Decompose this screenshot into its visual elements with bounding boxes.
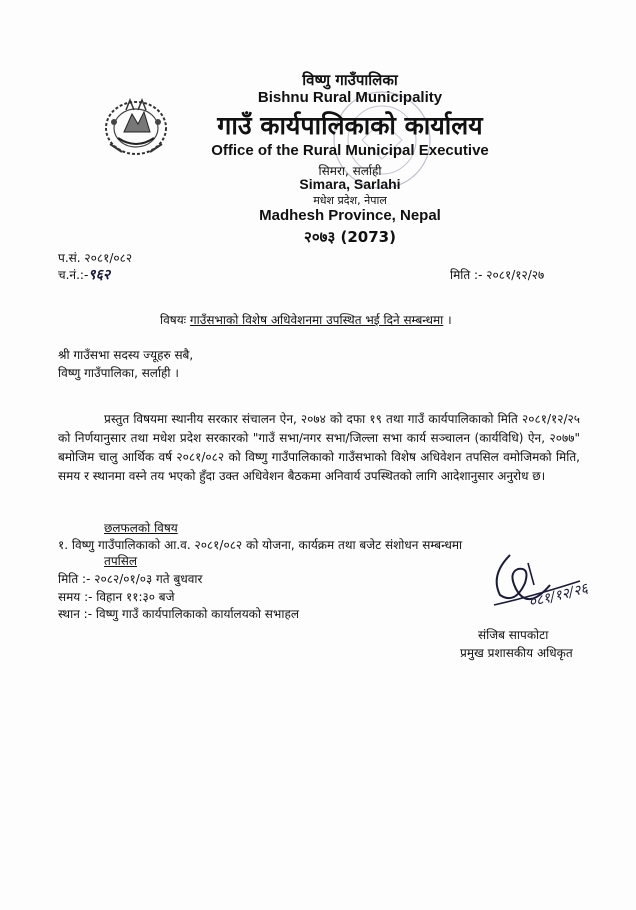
signature-date: ०८१/१२/२६ [527, 580, 590, 611]
municipality-name-np: विष्णु गाउँपालिका [302, 71, 398, 89]
subject-label: विषयः [160, 313, 190, 327]
cn-value-handwritten: ९६२ [88, 267, 111, 283]
office-name-en: Office of the Rural Municipal Executive [211, 142, 489, 159]
established-year: २०७३ (2073) [304, 228, 396, 246]
province-np: मधेश प्रदेश, नेपाल [313, 194, 387, 207]
office-name-np: गाउँ कार्यपालिकाको कार्यालय [217, 111, 483, 140]
province-en: Madhesh Province, Nepal [259, 207, 441, 224]
body-paragraph [58, 410, 580, 486]
subject-text: गाउँसभाको विशेष अधिवेशनमा उपस्थित भई दिने सम्बन्धमा [189, 313, 444, 327]
ps-label: प.सं. [58, 251, 85, 265]
cn-label: च.नं.:- [58, 268, 89, 282]
meeting-time: समय :- विहान ११:३० बजे [58, 590, 175, 604]
body-text: प्रस्तुत विषयमा स्थानीय सरकार संचालन ऐन, २०७४ को दफा १९ तथा गाउँ कार्यपालिकाको मिति २०८१/१२/२५ को निर्णयानुसार तथा मधेश प्रदेश सरकारको "गाउँ सभा/नगर सभा/जिल्ला सभा कार्य सञ्चालन (कार्यविधि) ऐन, २०७७" बमोजिम चालु आर्थिक वर्ष २०८१/०८२ को विष्णु गाउँपालिकाको गाउँसभाको विशेष अधिवेशन तपसिल वमोजिमको मिति, समय र स्थानमा वस्ने तय भएको हुँदा उक्त अधिवेशन बैठकमा अनिवार्य उपस्थितको लागि आदेशानुसार अनुरोध छ। [58, 412, 580, 483]
ps-value: २०८१/०८२ [84, 251, 133, 265]
letter-reference-number [58, 250, 132, 266]
agenda-item-1: १. विष्णु गाउँपालिकाको आ.व. २०८१/०८२ को योजना, कार्यक्रम तथा बजेट संशोधन सम्बन्धमा [58, 538, 463, 552]
place-en: Simara, Sarlahi [299, 176, 401, 192]
municipality-name-en: Bishnu Rural Municipality [257, 89, 443, 106]
signatory-title: प्रमुख प्रशासकीय अधिकृत [460, 646, 573, 660]
signature-mark [470, 545, 610, 625]
letter-date: मिति :- २०८१/१२/२७ [450, 268, 545, 282]
meeting-date: मिति :- २०८२/०१/०३ गते बुधवार [58, 572, 203, 586]
subject-end: । [447, 313, 452, 327]
place-np: सिमरा, सर्लाही [318, 164, 382, 178]
subject-line [160, 312, 452, 328]
addressee-line-2: विष्णु गाउँपालिका, सर्लाही । [58, 366, 179, 380]
schedule-heading: तपसिल [104, 554, 138, 568]
meeting-venue: स्थान :- विष्णु गाउँ कार्यपालिकाको कार्यालयको सभाहल [58, 607, 299, 621]
signatory-name: संजिब सापकोटा [478, 628, 549, 642]
addressee-line-1: श्री गाउँसभा सदस्य ज्यूहरु सबै, [58, 348, 194, 362]
agenda-heading: छलफलको विषय [104, 521, 178, 535]
dispatch-number [58, 267, 110, 283]
